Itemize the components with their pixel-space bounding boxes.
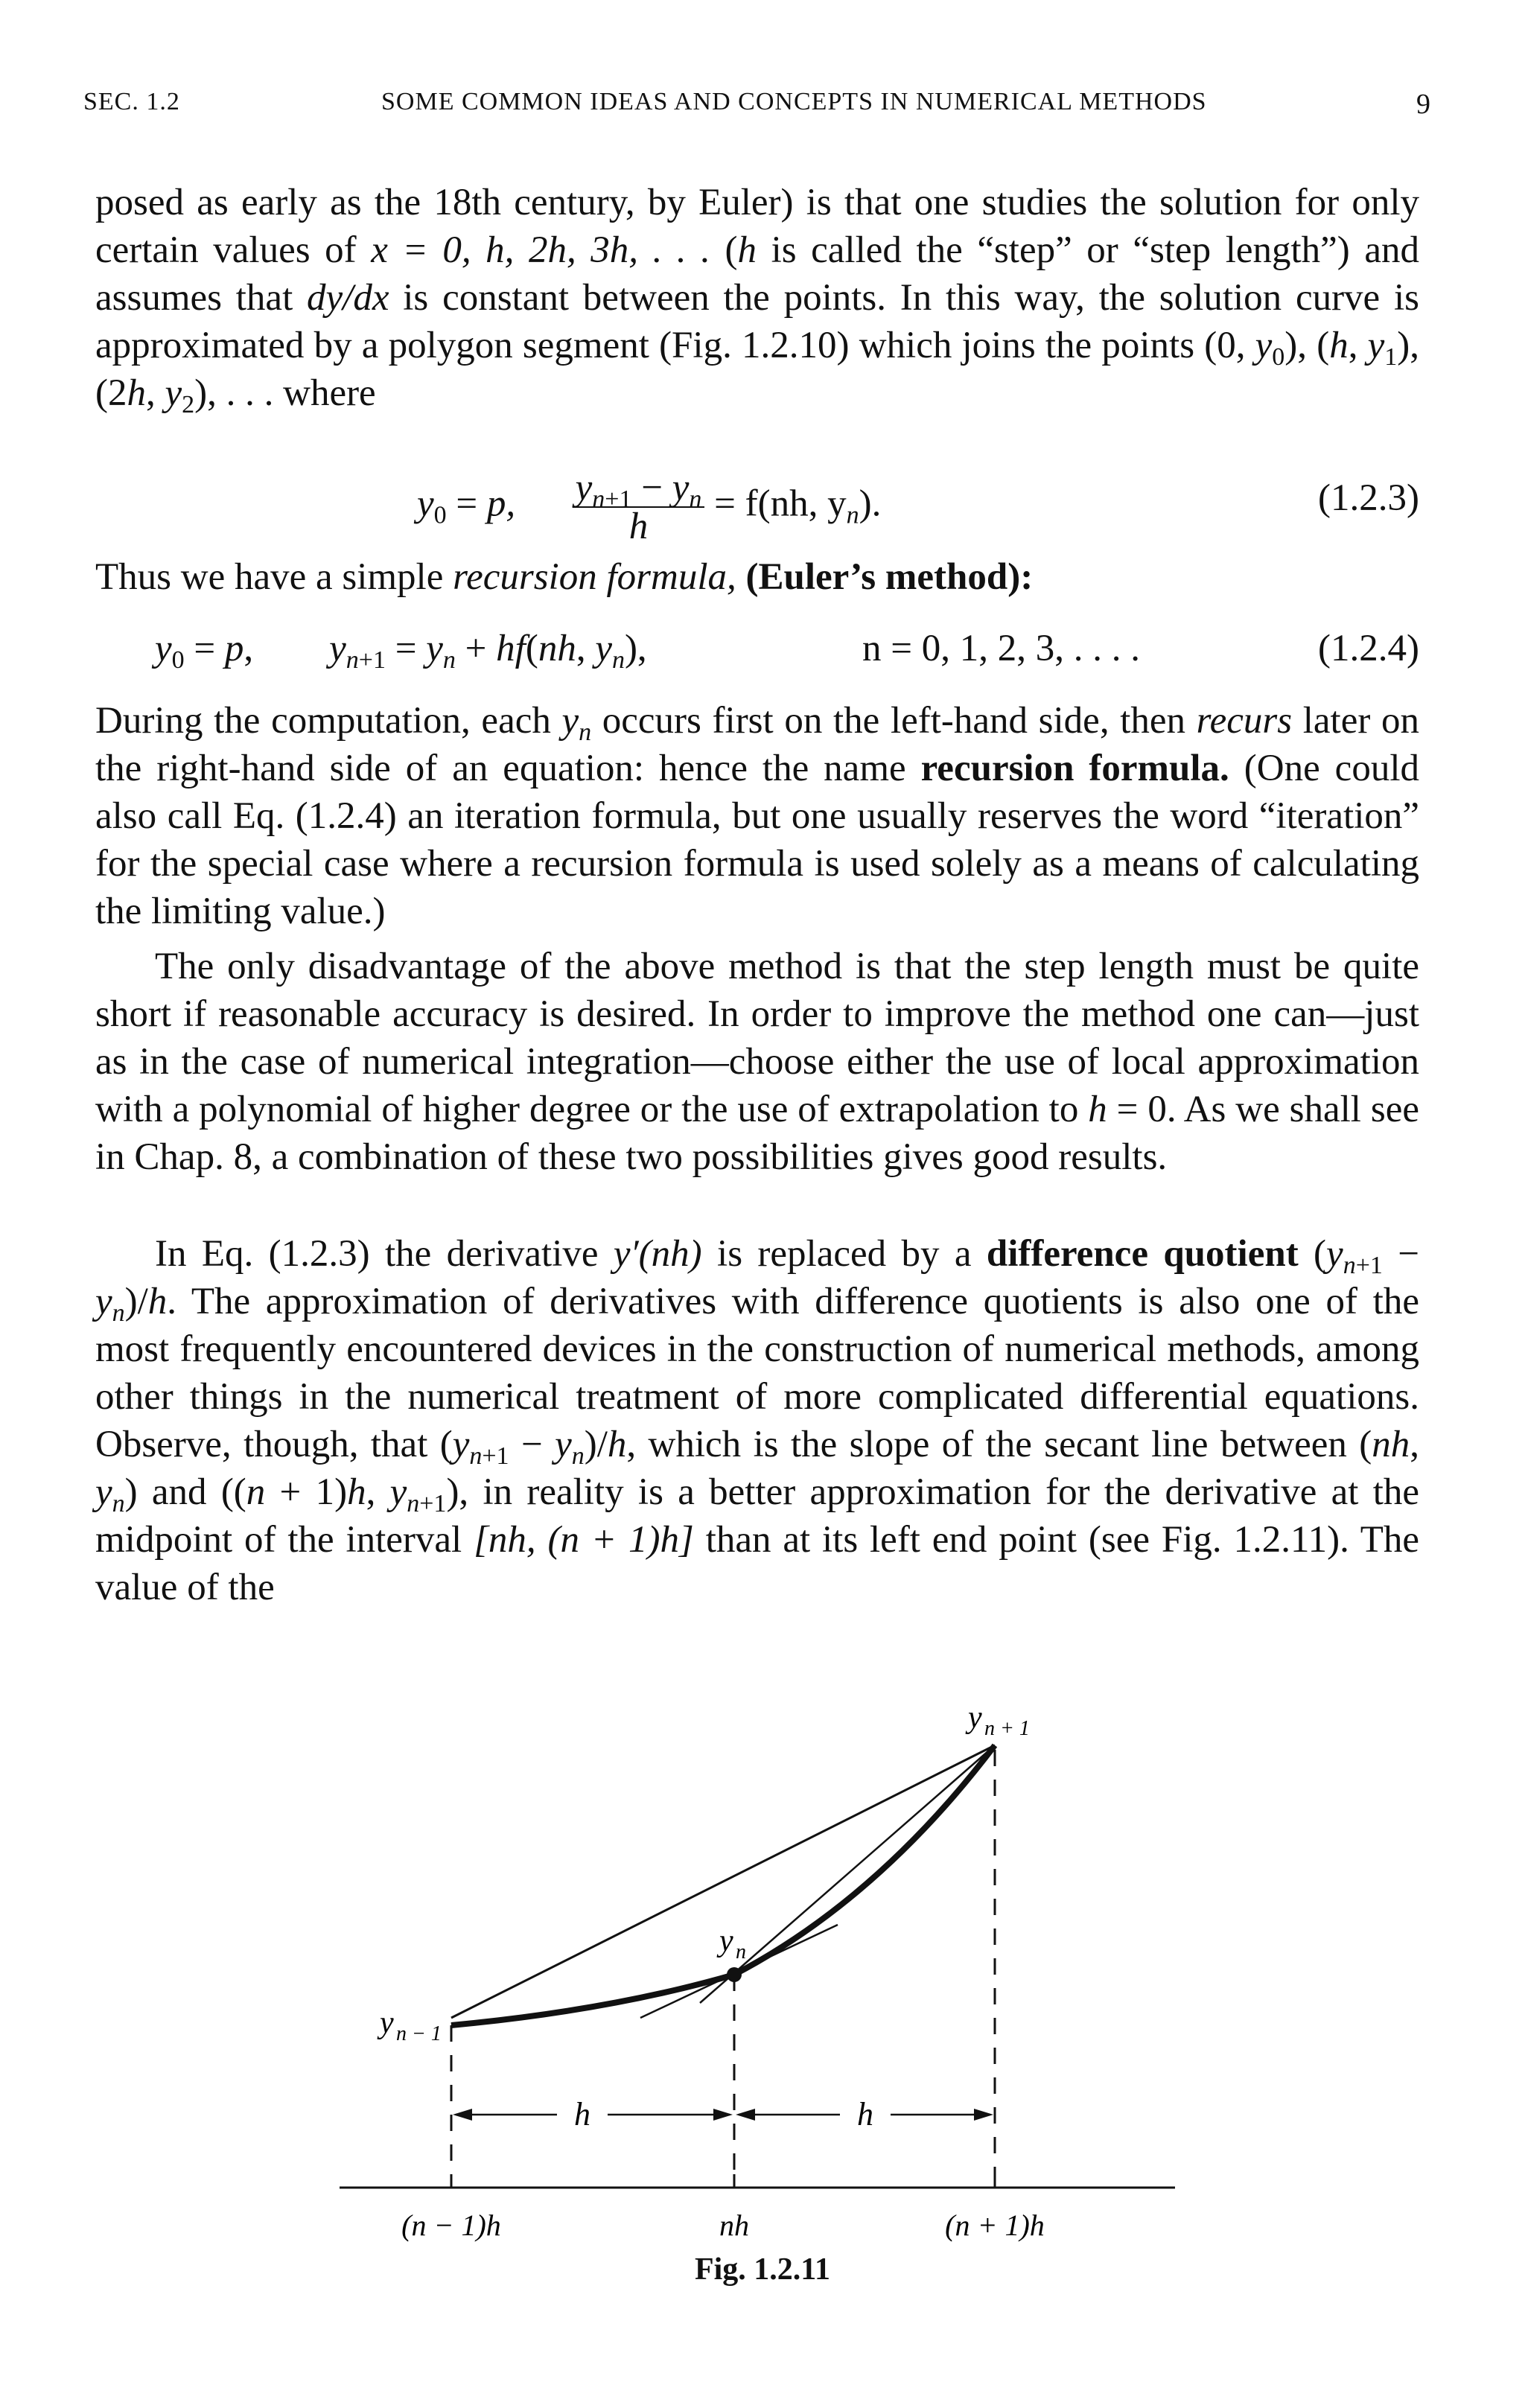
label-h-left: h	[574, 2096, 590, 2133]
equation-number-1-2-3: (1.2.3)	[1318, 477, 1419, 519]
axis-label-right: (n + 1)h	[945, 2208, 1045, 2242]
axis-label-left: (n − 1)h	[401, 2208, 501, 2242]
svg-text:n − 1: n − 1	[396, 2022, 442, 2045]
paragraph-disadvantage: The only disadvantage of the above method is that the step length must be quite short if reasonable accuracy is desired. In order to improve the method one can—just as in the case of numerical integration—choose either the use of local approximation with a polynomial of higher degree or the use of extrapolation to h = 0. As we shall see in Chap. 8, a combination of these two possibilities gives good results.	[95, 946, 1419, 1178]
equation-1-2-4-range: n = 0, 1, 2, 3, . . . .	[862, 628, 1141, 669]
x-values: x = 0, h, 2h, 3h, . . .	[371, 229, 710, 271]
equation-1-2-4: $y_0 = p$, $y_{n+1} = y_n + hf(nh$, $y_n$),	[155, 628, 647, 674]
point-yn	[727, 1967, 742, 1982]
section-label: SEC. 1.2	[83, 88, 180, 115]
svg-text:n: n	[736, 1940, 746, 1963]
paragraph-recursion: During the computation, each $y_n$ occurs first on the left-hand side, then recurs later on the right-hand side of an equation: hence the name recursion formula. (One could also call Eq. (1.2.4) an iteration formula, but one usually reserves the word “iteration” for the special case where a recursion formula is used solely as a means of calculating the limiting value.)	[95, 700, 1419, 932]
running-header	[83, 88, 1431, 133]
label-y-n-minus-1: y	[380, 2006, 394, 2040]
paragraph-difference-quotient: In Eq. (1.2.3) the derivative y′(nh) is replaced by a difference quotient $(y_{n+1} - y_n)/h$. The approximation of derivatives with difference quotients is also one of the most frequently encountered devices in the construction of numerical methods, among other things in the numerical treatment of more complicated differential equations. Observe, though, that $(y_{n+1} - y_n)/h$, which is the slope of the secant line between (nh, $y_n$) and ((n + 1)h, $y_{n+1}$), in reality is a better approximation for the derivative at the midpoint of the interval [nh, (n + 1)h] than at its left end point (see Fig. 1.2.11). The value of the	[95, 1233, 1420, 1608]
label-y-n: y	[719, 1924, 733, 1958]
svg-text:n + 1: n + 1	[984, 1717, 1030, 1740]
secant-line-short	[700, 1745, 995, 2003]
thus-line: Thus we have a simple recursion formula, (Euler’s method):	[95, 556, 1034, 598]
page-number: 9	[1416, 89, 1431, 120]
paragraph-euler-intro: posed as early as the 18th century, by Euler) is that one studies the solution for only certain values of x = 0, h, 2h, 3h, . . . (h is called the “step” or “step length”) and assumes that dy/dx is constant between the points. In this way, the solution curve is approximated by a polygon segment (Fig. 1.2.10) which joins the points (0, $y_0$), (h, $y_1$), (2h, $y_2$), . . . where	[95, 182, 1420, 418]
figure-secant-diagram	[0, 1683, 1525, 2249]
arrowhead-left-start	[453, 2109, 472, 2121]
dydx: dy/dx	[307, 277, 389, 319]
label-y-n-plus-1: y	[968, 1701, 982, 1735]
equation-1-2-3: $y_0 = p$, $\frac{y_{n+1} - y_n}{h}$ = f(nh, $y_n$).	[417, 467, 882, 547]
equation-number-1-2-4: (1.2.4)	[1318, 628, 1419, 669]
figure-caption: Fig. 1.2.11	[694, 2252, 830, 2287]
arrowhead-left-end	[713, 2109, 733, 2121]
difference-quotient: $\frac{y_{n+1} - y_n}{h}$	[573, 469, 705, 545]
arrowhead-right-start	[736, 2109, 755, 2121]
running-title: SOME COMMON IDEAS AND CONCEPTS IN NUMERICAL METHODS	[381, 88, 1207, 115]
label-h-right: h	[857, 2096, 873, 2133]
arrowhead-right-end	[974, 2109, 993, 2121]
axis-label-mid: nh	[719, 2208, 749, 2242]
